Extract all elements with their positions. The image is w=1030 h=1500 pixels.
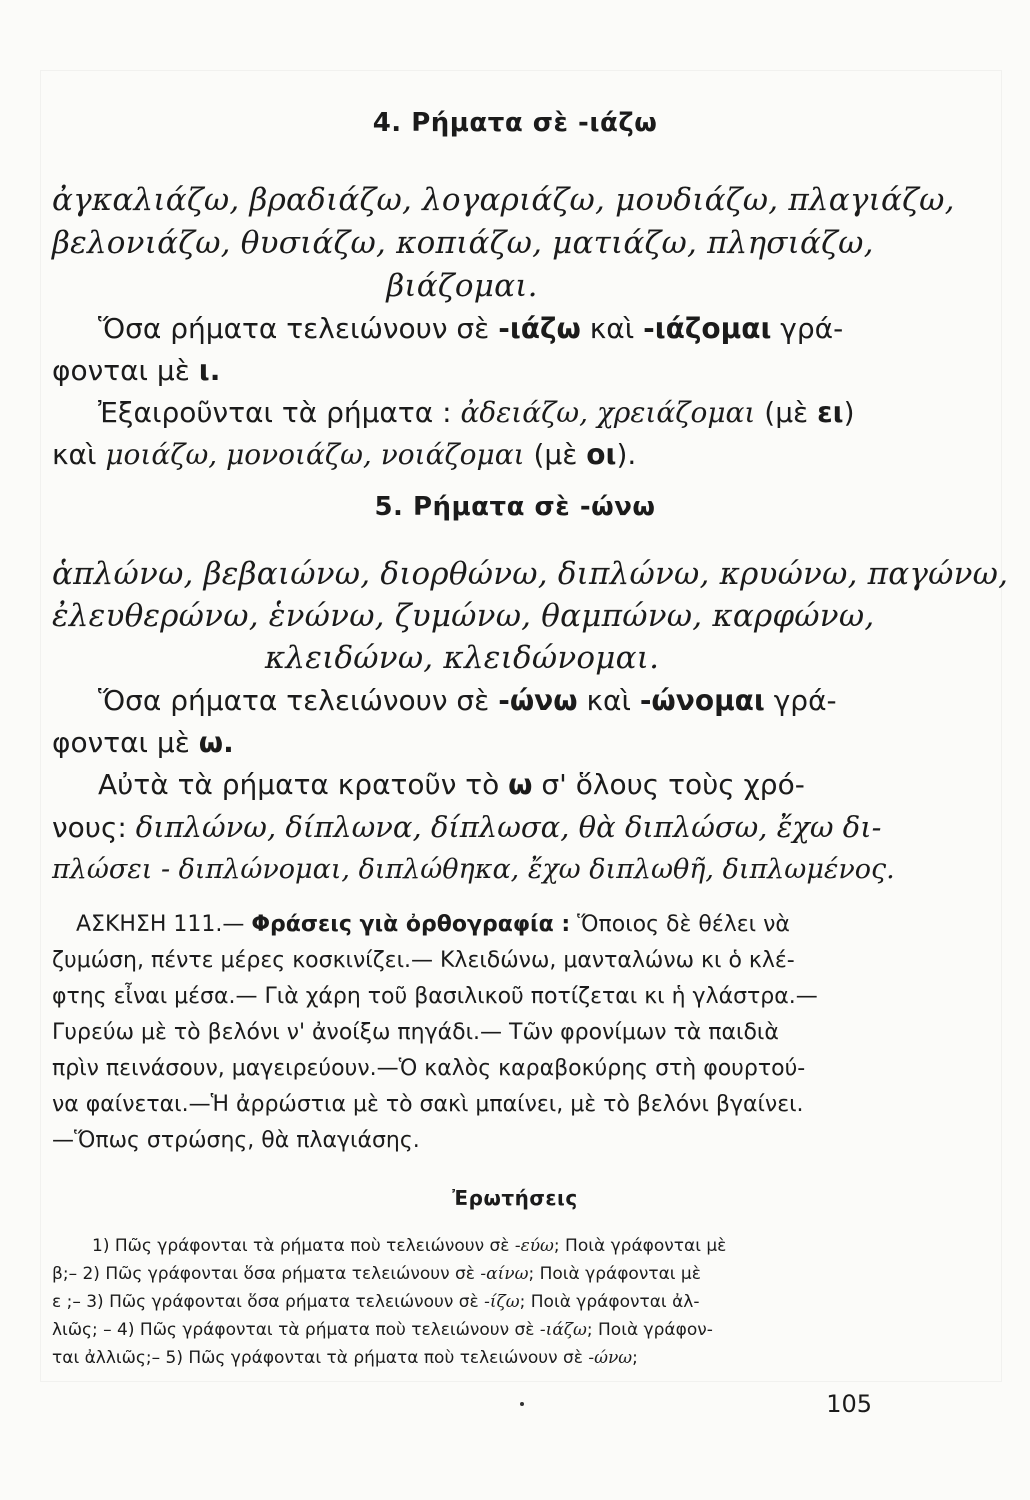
section-5-verbs-line-3: κλειδώνω, κλειδώνομαι.: [264, 640, 660, 676]
note-forms: διπλώνω, δίπλωνα, δίπλωσα, θὰ διπλώσω, ἔχω δι-: [135, 810, 882, 844]
exceptions-text: Ἐξαιροῦνται τὰ ρήματα :: [98, 396, 461, 429]
exercise-line-2: ζυμώση, πέντε μέρες κοσκινίζει.— Κλειδώνω, μανταλώνω κι ὁ κλέ-: [52, 948, 795, 973]
rule-suffix: -ώνω: [498, 684, 578, 717]
question-text: ; Ποιὰ γράφονται μὲ: [553, 1236, 727, 1256]
question-suffix: -ιάζω: [539, 1320, 587, 1340]
question-text: 1) Πῶς γράφονται τὰ ρήματα ποὺ τελειώνουν σὲ: [92, 1236, 515, 1256]
question-line-5: [52, 1348, 872, 1368]
note-forms: πλώσει - διπλώνομαι, διπλώθηκα, ἔχω διπλωθῆ, διπλωμένος.: [52, 854, 895, 885]
question-line-3: [52, 1292, 872, 1312]
rule-text: Ὅσα ρήματα τελειώνουν σὲ: [98, 684, 499, 717]
page-number: 105: [826, 1390, 872, 1418]
exercise-text: Ὅποιος δὲ θέλει νὰ: [570, 912, 790, 937]
note-text: Αὐτὰ τὰ ρήματα κρατοῦν τὸ: [98, 768, 509, 801]
exercise-line-7: —Ὅπως στρώσης, θὰ πλαγιάσης.: [52, 1128, 420, 1153]
rule-text: φονται μὲ: [52, 726, 199, 759]
section-5-note-line-1: [98, 768, 872, 801]
exceptions-letters: οι: [586, 438, 617, 471]
question-suffix: -αίνω: [480, 1264, 529, 1284]
section-4-exceptions-line-2: [52, 438, 872, 471]
rule-suffix: -ώνομαι: [639, 684, 765, 717]
question-text: β;– 2) Πῶς γράφονται ὅσα ρήματα τελειώνουν σὲ: [52, 1264, 481, 1284]
section-4-heading: 4. Ρήματα σὲ -ιάζω: [372, 108, 658, 138]
question-text: ; Ποιὰ γράφον-: [586, 1320, 713, 1340]
rule-text: γρά-: [771, 312, 844, 345]
exceptions-words: ἀδειάζω, χρειάζομαι: [460, 396, 756, 429]
section-4-verbs-line-2: βελονιάζω, θυσιάζω, κοπιάζω, ματιάζω, πλησιάζω,: [52, 225, 874, 261]
exercise-label: ΑΣΚΗΣΗ 111.—: [76, 912, 252, 937]
question-line-4: [52, 1320, 872, 1340]
rule-suffix: -ιάζομαι: [643, 312, 772, 345]
exceptions-text: ).: [616, 438, 637, 471]
question-text: ;: [632, 1348, 638, 1368]
section-5-rule-line-2: [52, 726, 872, 759]
section-4-verbs-line-3: βιάζομαι.: [386, 268, 538, 304]
rule-letter: ι.: [198, 354, 221, 387]
exceptions-letters: ει: [817, 396, 844, 429]
exercise-line-1: [76, 912, 872, 937]
question-text: ; Ποιὰ γράφονται μὲ: [528, 1264, 701, 1284]
section-4-rule-line-1: [98, 312, 872, 345]
exercise-line-4: Γυρεύω μὲ τὸ βελόνι ν' ἀνοίξω πηγάδι.— Τῶν φρονίμων τὰ παιδιὰ: [52, 1020, 779, 1045]
note-text: σ' ὅλους τοὺς χρό-: [532, 768, 805, 801]
section-5-heading: 5. Ρήματα σὲ -ώνω: [374, 492, 656, 522]
question-suffix: -ώνω: [588, 1348, 633, 1368]
question-text: ε ;– 3) Πῶς γράφονται ὅσα ρήματα τελειώνουν σὲ: [52, 1292, 485, 1312]
exceptions-words: μοιάζω, μονοιάζω, νοιάζομαι: [105, 438, 525, 471]
rule-letter: ω.: [198, 726, 234, 759]
question-suffix: -εύω: [514, 1236, 554, 1256]
section-4-exceptions-line-1: [98, 396, 872, 429]
exercise-line-3: φτης εἶναι μέσα.— Γιὰ χάρη τοῦ βασιλικοῦ ποτίζεται κι ἡ γλάστρα.—: [52, 984, 818, 1009]
exercise-line-5: πρὶν πεινάσουν, μαγειρεύουν.—Ὁ καλὸς καραβοκύρης στὴ φουρτού-: [52, 1056, 806, 1081]
rule-text: φονται μὲ: [52, 354, 199, 387]
rule-text: καὶ: [577, 684, 640, 717]
note-text: νους:: [52, 811, 136, 844]
question-suffix: -ίζω: [484, 1292, 520, 1312]
section-5-rule-line-1: [98, 684, 872, 717]
questions-heading: Ἐρωτήσεις: [452, 1186, 578, 1210]
question-text: ; Ποιὰ γράφονται ἀλ-: [519, 1292, 700, 1312]
exercise-line-6: να φαίνεται.—Ἡ ἀρρώστια μὲ τὸ σακὶ μπαίνει, μὲ τὸ βελόνι βγαίνει.: [52, 1092, 804, 1117]
exceptions-text: (μὲ: [755, 396, 818, 429]
rule-text: καὶ: [580, 312, 644, 345]
section-5-note-line-2: [52, 810, 882, 844]
section-5-note-line-3: [52, 852, 895, 885]
exceptions-text: ): [843, 396, 855, 429]
question-text: ται ἀλλιῶς;– 5) Πῶς γράφονται τὰ ρήματα ποὺ τελειώνουν σὲ: [52, 1348, 589, 1368]
question-line-1: [92, 1236, 872, 1256]
section-4-rule-line-2: [52, 354, 872, 387]
center-dot: [520, 1402, 524, 1406]
rule-text: Ὅσα ρήματα τελειώνουν σὲ: [98, 312, 499, 345]
section-5-verbs-line-2: ἐλευθερώνω, ἑνώνω, ζυμώνω, θαμπώνω, καρφώνω,: [52, 598, 875, 634]
section-5-verbs-line-1: ἁπλώνω, βεβαιώνω, διορθώνω, διπλώνω, κρυώνω, παγώνω,: [52, 556, 1009, 592]
question-text: λιῶς; – 4) Πῶς γράφονται τὰ ρήματα ποὺ τελειώνουν σὲ: [52, 1320, 540, 1340]
question-line-2: [52, 1264, 872, 1284]
exceptions-text: (μὲ: [524, 438, 587, 471]
section-4-verbs-line-1: ἀγκαλιάζω, βραδιάζω, λογαριάζω, μουδιάζω, πλαγιάζω,: [52, 182, 955, 218]
rule-text: γρά-: [764, 684, 837, 717]
rule-suffix: -ιάζω: [498, 312, 581, 345]
note-letter: ω: [508, 768, 533, 801]
exercise-title: Φράσεις γιὰ ὀρθογραφία :: [251, 912, 571, 937]
exceptions-text: καὶ: [52, 438, 106, 471]
